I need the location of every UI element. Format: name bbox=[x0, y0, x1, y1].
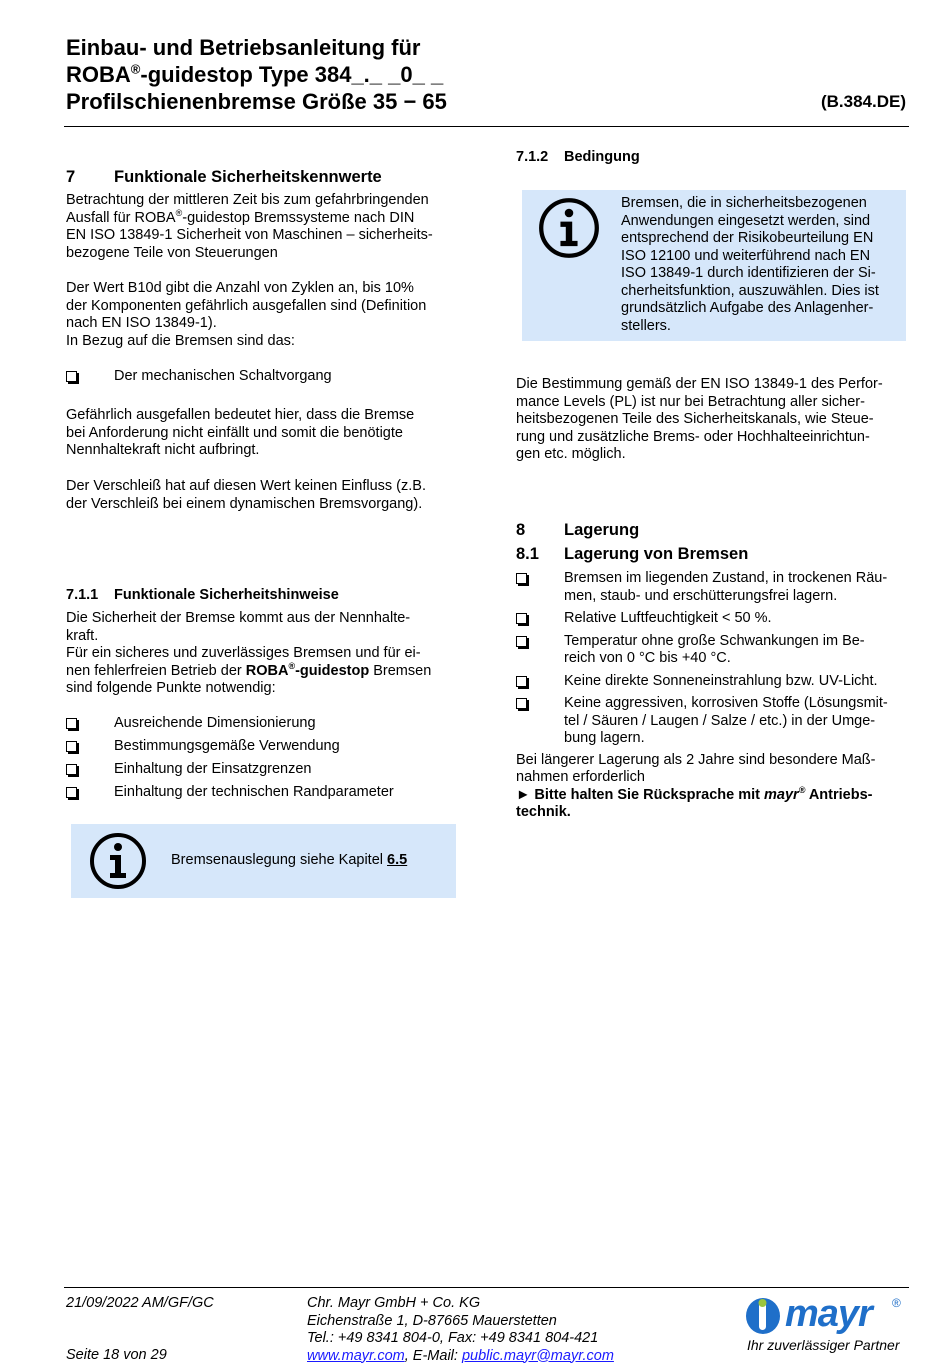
footer-date: 21/09/2022 AM/GF/GC bbox=[66, 1295, 214, 1311]
list-item: Keine aggressiven, korrosiven Stoffe (Lösungsmit- tel / Säuren / Laugen / Salze / etc.) in der Umge- bung lagern. bbox=[516, 695, 911, 748]
section-7-paragraph-1: Betrachtung der mittleren Zeit bis zum gefahrbringenden Ausfall für ROBA®-guidestop Bremssysteme nach DIN EN ISO 13849-1 Sicherheit von Maschinen – sicherheits- bezogene Teile von Steuerungen bbox=[66, 192, 433, 261]
section-7-1-1-list bbox=[66, 715, 466, 802]
list-item: Der mechanischen Schaltvorgang bbox=[66, 368, 474, 386]
section-7-heading: 7 Funktionale Sicherheitskennwerte bbox=[66, 168, 382, 186]
document-reference: (B.384.DE) bbox=[820, 92, 906, 111]
contact-note: ► Bitte halten Sie Rücksprache mit mayr® Antriebs- bbox=[516, 784, 873, 803]
footer-slogan: Ihr zuverlässiger Partner bbox=[747, 1337, 900, 1353]
section-7-1-2-paragraph: Die Bestimmung gemäß der EN ISO 13849-1 des Perfor- mance Levels (PL) ist nur bei Betrachtung aller sicher- heitsbezogenen Teile des Sicherheitskanals, wie Steue- rung und zusätzliche Brems- oder Hochhalteeinrichtun- gen etc. möglich. bbox=[516, 376, 883, 462]
footer-divider bbox=[64, 1287, 909, 1288]
checkbox-bullet-icon bbox=[66, 718, 77, 729]
checkbox-bullet-icon bbox=[66, 764, 77, 775]
info-icon bbox=[89, 832, 147, 890]
section-7-1-2-heading: 7.1.2 Bedingung bbox=[516, 149, 640, 165]
checkbox-bullet-icon bbox=[516, 698, 527, 709]
footer-company-info: Chr. Mayr GmbH + Co. KG Eichenstraße 1, D-87665 Mauerstetten Tel.: +49 8341 804-0, Fax: +49 8341 804-421 www.mayr.com, E-Mail: public.mayr@mayr.com bbox=[307, 1295, 614, 1364]
logo-wordmark: mayr bbox=[785, 1293, 872, 1335]
checkbox-bullet-icon bbox=[66, 741, 77, 752]
checkbox-bullet-icon bbox=[66, 371, 77, 382]
list-item: Bestimmungsgemäße Verwendung bbox=[66, 738, 466, 756]
list-item: Einhaltung der Einsatzgrenzen bbox=[66, 761, 466, 779]
list-item: Bremsen im liegenden Zustand, in trockenen Räu- men, staub- und erschütterungsfrei lagern. bbox=[516, 570, 911, 605]
website-link[interactable]: www.mayr.com bbox=[307, 1347, 405, 1364]
footer-page-number: Seite 18 von 29 bbox=[66, 1347, 167, 1363]
list-item: Einhaltung der technischen Randparameter bbox=[66, 784, 466, 802]
section-7-paragraph-4: Der Verschleiß hat auf diesen Wert keinen Einfluss (z.B. der Verschleiß bei einem dynamischen Bremsvorgang). bbox=[66, 478, 426, 512]
list-item: Ausreichende Dimensionierung bbox=[66, 715, 466, 733]
title-line-3: Profilschienenbremse Größe 35 − 65 bbox=[66, 89, 447, 114]
checkbox-bullet-icon bbox=[516, 613, 527, 624]
section-7-paragraph-2: Der Wert B10d gibt die Anzahl von Zyklen an, bis 10% der Komponenten gefährlich ausgefallen sind (Definition nach EN ISO 13849-1). In Bezug auf die Bremsen sind das: bbox=[66, 280, 427, 349]
section-8-heading: 8 Lagerung bbox=[516, 521, 640, 539]
info-box-bremsenauslegung: Bremsenauslegung siehe Kapitel 6.5 bbox=[71, 824, 456, 898]
section-8-1-heading: 8.1 Lagerung von Bremsen bbox=[516, 545, 749, 563]
title-line-1: Einbau- und Betriebsanleitung für bbox=[66, 35, 421, 60]
storage-note: Bei längerer Lagerung als 2 Jahre sind besondere Maß- nahmen erforderlich ► Bitte halten Sie Rücksprache mit mayr® Antriebs- technik. bbox=[516, 752, 911, 822]
info-box-bedingung bbox=[522, 190, 906, 341]
mayr-logo bbox=[745, 1293, 910, 1336]
checkbox-bullet-icon bbox=[66, 787, 77, 798]
section-7-paragraph-3: Gefährlich ausgefallen bedeutet hier, dass die Bremse bei Anforderung nicht einfällt und somit die benötigte Nennhaltekraft nicht aufbringt. bbox=[66, 407, 415, 458]
section-7-1-1-paragraph: Die Sicherheit der Bremse kommt aus der Nennhalte- kraft. Für ein sicheres und zuverlässiges Bremsen und für ei- nen fehlerfreien Betrieb der ROBA®-guidestop Bremsen sind folgende Punkte notwendig: bbox=[66, 610, 432, 696]
chapter-link[interactable]: 6.5 bbox=[387, 852, 408, 868]
section-7-1-1-heading: 7.1.1 Funktionale Sicherheitshinweise bbox=[66, 587, 339, 603]
list-item: Temperatur ohne große Schwankungen im Be- reich von 0 °C bis +40 °C. bbox=[516, 633, 911, 668]
header-divider bbox=[64, 126, 909, 127]
mayr-logo-icon bbox=[745, 1297, 785, 1335]
section-8-1-list bbox=[516, 570, 911, 822]
title-line-2: ROBA®-guidestop Type 384_._ _0_ _ bbox=[66, 61, 444, 87]
list-item: Keine direkte Sonneneinstrahlung bzw. UV-Licht. bbox=[516, 673, 911, 691]
list-item: Relative Luftfeuchtigkeit < 50 %. bbox=[516, 610, 911, 628]
checkbox-bullet-icon bbox=[516, 676, 527, 687]
email-link[interactable]: public.mayr@mayr.com bbox=[461, 1347, 614, 1364]
checkbox-bullet-icon bbox=[516, 573, 527, 584]
logo-registered-mark: ® bbox=[892, 1296, 901, 1310]
checkbox-bullet-icon bbox=[516, 636, 527, 647]
info-box-text: Bremsen, die in sicherheitsbezogenen Anwendungen eingesetzt werden, sind entsprechend der Risikobeurteilung EN ISO 12100 und weiterführend nach EN ISO 13849-1 durch identifizieren der Si- cherheitsfunktion, auszuwählen. Dies ist grundsätzlich Aufgabe des Anlagenher- stellers. bbox=[621, 195, 879, 334]
info-icon bbox=[538, 197, 600, 259]
document-title bbox=[66, 34, 447, 115]
